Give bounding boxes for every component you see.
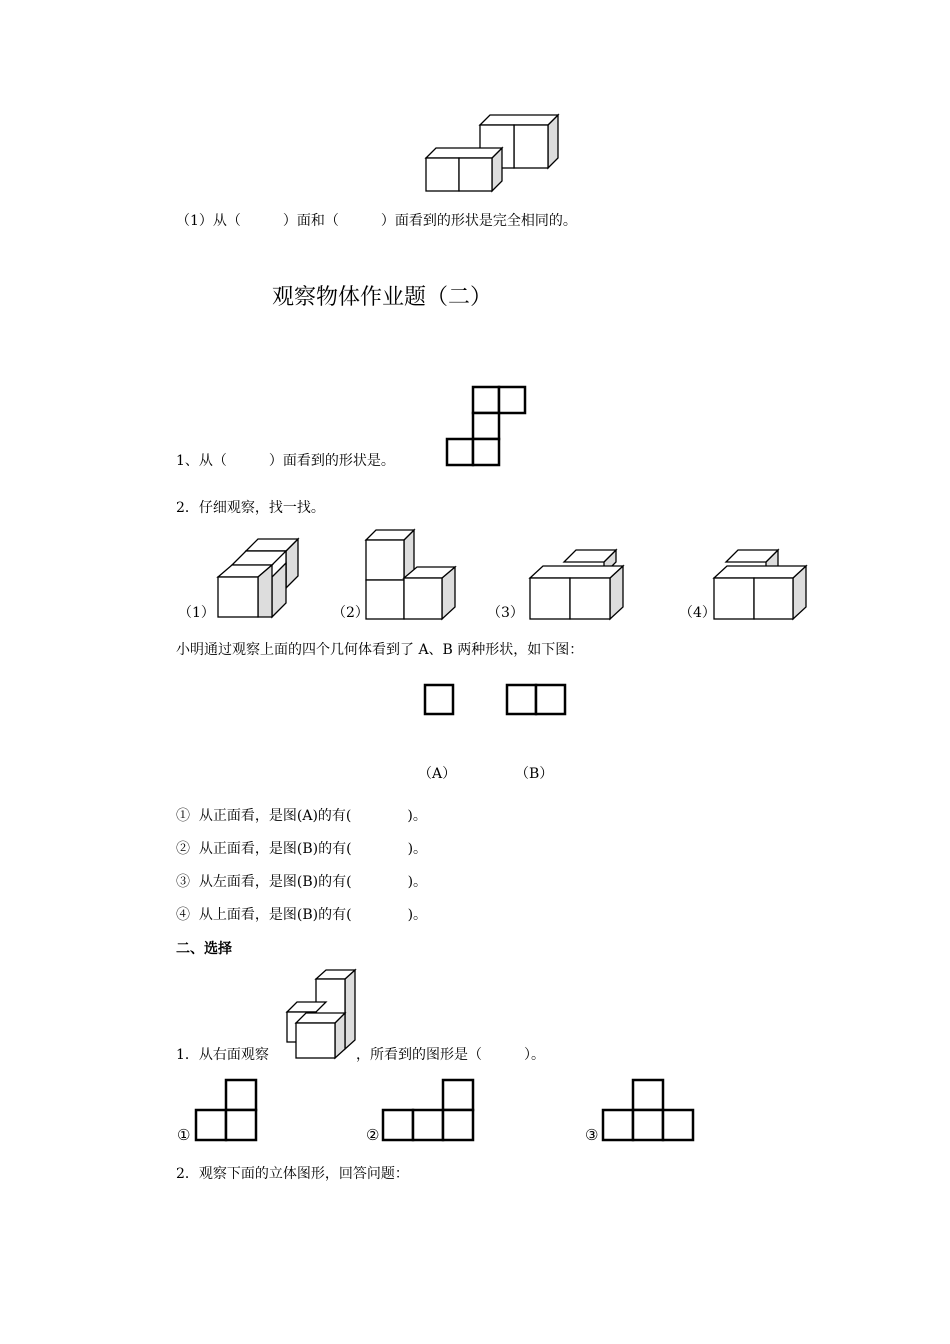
shape-label-b: （B） [515, 766, 554, 782]
sub-question-3: ③ 从左面看，是图(B)的有( )。 [176, 874, 428, 890]
section-2-title: 二、选择 [176, 941, 232, 957]
sub-question-1: ① 从正面看，是图(A)的有( )。 [176, 808, 427, 824]
section2-q2: 2．观察下面的立体图形，回答问题： [176, 1166, 409, 1182]
shape-label-a: （A） [418, 766, 457, 782]
question-2-title: 2．仔细观察，找一找。 [176, 500, 325, 516]
page-title: 观察物体作业题（二） [272, 285, 493, 310]
sub-question-4: ④ 从上面看，是图(B)的有( )。 [176, 907, 428, 923]
question-2-intro: 小明通过观察上面的四个几何体看到了 A、B 两种形状，如下图： [176, 642, 584, 658]
solid-label-1: （1） [178, 605, 215, 621]
option-1-label: ① [177, 1126, 191, 1144]
sub-question-2: ② 从正面看，是图(B)的有( )。 [176, 841, 428, 857]
option-1-shape [196, 1080, 256, 1140]
section2-q1-suffix: ，所看到的图形是（ ）。 [356, 1047, 545, 1063]
solid-label-4: （4） [679, 605, 716, 621]
question-1-text: 1、从（ ）面看到的形状是。 [176, 453, 395, 469]
solid-label-3: （3） [487, 605, 524, 621]
section2-q1-prefix: 1．从右面观察 [176, 1047, 269, 1063]
option-2-label: ② [366, 1126, 380, 1144]
solid-label-2: （2） [332, 605, 369, 621]
question-front-side-same: （1）从（ ）面和（ ）面看到的形状是完全相同的。 [176, 213, 577, 229]
option-3-label: ③ [585, 1126, 599, 1144]
option-3-shape [603, 1080, 693, 1140]
option-2-shape [383, 1080, 473, 1140]
